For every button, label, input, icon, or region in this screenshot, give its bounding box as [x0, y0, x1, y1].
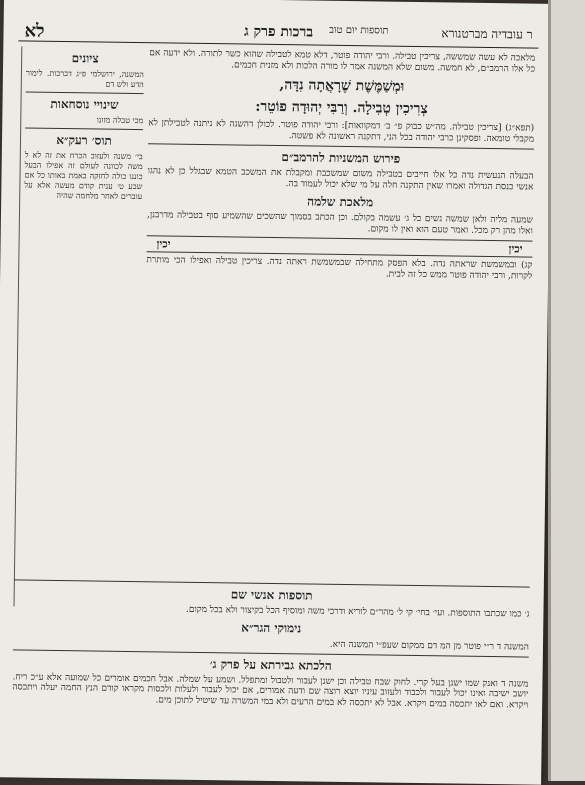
- yakhin-bar: [146, 235, 532, 257]
- heading-shlomo: מלאכת שלמה: [307, 194, 374, 210]
- heading-rambam: פירוש המשניות להרמב״ם: [281, 150, 401, 166]
- heading-halacha: הלכתא גבירתא על פרק ג׳: [209, 656, 332, 673]
- running-header: [18, 18, 538, 48]
- tosafot-text: ג׳ כמו שכתבו התוספות. ועי׳ בחי׳ קי ל׳ מהר״ם לוריא ודרכי משה ומוסיף הכל בקיצור ולא בכל מקום.: [185, 604, 530, 620]
- bartenura-text: מלאכה לא עשה שמששה, צריכין טבילה. ורבי יהודה פוטר, דלא טמא לטבילה שהוא כשר לתורה. ולא ידעה אם כל אלו הרמב״ם, לא חמשה. משום שלא המשנה אמר לו מורה הלכות ולא מזנית חכמים.: [149, 48, 536, 75]
- tiferet-text: קג) ובמשמשת שראתה נדה. בלא הפסק מתחילה שבמשמשת ראתה נדה. צריכין טבילה ואפילו הכי מותרת לקרות, ורבי יהודה פוטר ממש כל זה לבית.: [146, 255, 533, 282]
- nimukei-text: המשנה ד ר״י פוטר מן המ דם ממקום שעפ״י המשנה היא.: [329, 639, 530, 653]
- side-heading-akiva: תוס׳ רעק״א: [56, 132, 112, 148]
- adjacent-page: [548, 0, 585, 781]
- mishnah-line: צְרִיכִין טְבִילָה. וְרַבִּי יְהוּדָה פוֹטֵר:: [255, 98, 428, 118]
- side-column: [14, 46, 145, 608]
- lower-section: [11, 576, 530, 783]
- commentary-text: (תפא״ג) [צריכין טבילה. מה״ש כבוק פ״ ב׳ דמקוואות]: ורבי יהודה פוטר. לכולן דהשנה לא ניתנה לטבילתן לא מקבלי טומאה. ופסקינן כרבי יהודה בכל הני, דתקנה ראשונה לא פשטה.: [148, 118, 535, 145]
- divider: [26, 91, 144, 94]
- side-paragraph: מכי טבלה מזונו: [96, 115, 144, 126]
- yakhin-label: יכין: [156, 237, 171, 251]
- page-edge: [548, 0, 551, 781]
- heading-tosafot-anshei-shem: תוספות אנשי שם: [230, 587, 313, 603]
- side-paragraph: המשנה, ירושלמי פ״ג דברכות. לימור הדע ולש דם: [25, 68, 145, 90]
- side-paragraph: בי׳ משנה ולעזוב הכרח את זה לא ל משה לכוונה לעולם זה אפילו הבעל כוננו כולה לחזקה באמת באותו כל אם שבע ט׳ ענית קודם מעשה אלא על עוברים לאחר מלחמה שהיה: [24, 150, 143, 202]
- side-heading-nuschaot: שינויי נוסחאות: [50, 96, 119, 112]
- main-column: [142, 48, 535, 578]
- header-tosafot: תוספות יום טוב: [329, 24, 389, 37]
- divider: [25, 127, 143, 130]
- header-folio: ר עובדיה מברטנורא: [441, 26, 533, 42]
- side-heading-tziyunim: ציונים: [71, 51, 99, 66]
- page-number: לא: [24, 20, 45, 42]
- heading-nimukei: נימוקי הגר״א: [241, 620, 302, 636]
- yakhin-label: יכין: [508, 242, 523, 256]
- mishnah-line: וּמְשַׁמֶּשֶׁת שֶׁרָאֲתָה נִדָּה,: [279, 77, 405, 95]
- halacha-text: משנה ד ואנק שמו ישנן בעל קרי. לחוק שבח טבילה וכן ישנן לעבור ולטבול ומתפלל. ושמע על שמלה. אבל חכמים אומרים כל שמועה אלא ע״כ ריח. יושב ישיבה ואינו יכול לעבור ולכבוד ולעזוב עיניו יוצא רוצה שם ודעה אמורים, אם יכול לעבור ולעלות ולכסות מקראו קודם הנץ החמה יעלה ויתכסה ויקרא. ואם לאו יתכסה במים ויקרא. אבל לא יתכסה לא במים הרעים ולא במי המשרה עד שיטיל לתוכן מים.: [12, 671, 529, 711]
- header-title: ברכות פרק ג: [243, 23, 314, 41]
- shlomo-text: שמעה מליה ולאן שמשה נשים כל ג׳ עשמה בקולם. וכן הכתב בסמוך שהשכים שהשמיע סוף בטבילה מדרבנן, ואלו מהן רק מכל. ואמר טעם הוא ואין לו מקום.: [146, 210, 534, 237]
- rambam-text: הבעלה הנעשית נדה כל אלו חייבים בטבילה משום שמשכבת ומקבלת את המשכב הטמא שבגלל כן לא נהגו אנשי כנסת הגדולה ואמרו שאין התקנה חלה על מי שלא יכול לעמוד בה.: [147, 166, 534, 193]
